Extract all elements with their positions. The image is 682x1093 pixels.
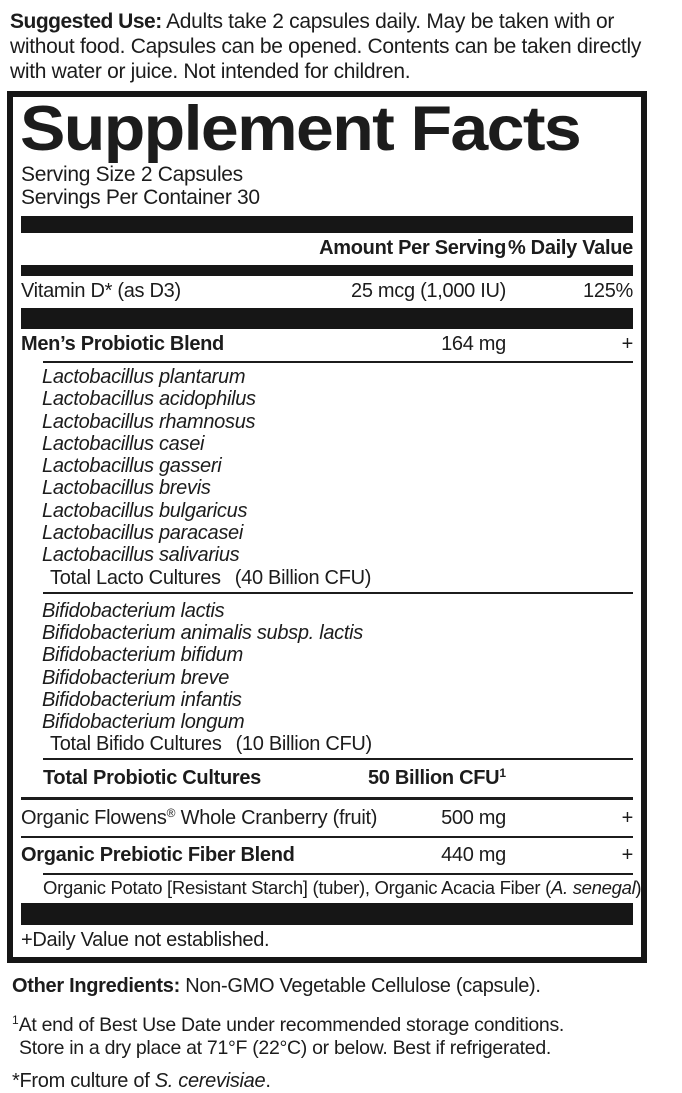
supplement-facts-panel	[7, 91, 647, 963]
mens-blend-amount: 164 mg	[441, 333, 506, 355]
lacto-species-item: Lactobacillus acidophilus	[42, 388, 256, 411]
bifido-species-item: Bifidobacterium breve	[42, 666, 230, 689]
other-ingredients-label: Other Ingredients:	[12, 975, 180, 998]
culture-footnote	[12, 1070, 642, 1093]
storage-line-1	[12, 1009, 642, 1037]
storage-line-1-text: At end of Best Use Date under recommended storage conditions.	[18, 1014, 565, 1037]
other-ingredients-line	[12, 974, 642, 998]
vitamin-d-amount: 25 mcg (1,000 IU)	[351, 280, 506, 302]
header-daily-value: % Daily Value	[507, 237, 633, 259]
servings-per-container: Servings Per Container 30	[21, 186, 260, 209]
bifido-species-item: Bifidobacterium infantis	[42, 688, 242, 711]
header-amount-per-serving: Amount Per Serving	[319, 237, 506, 259]
cranberry-amount: 500 mg	[441, 807, 506, 830]
lacto-species-item: Lactobacillus salivarius	[42, 544, 240, 567]
bifido-species-item: Bifidobacterium lactis	[42, 599, 225, 622]
lacto-total-cfu: (40 Billion CFU)	[234, 566, 372, 589]
bifido-species-item: Bifidobacterium animalis subsp. lactis	[42, 621, 363, 644]
lacto-total-line	[50, 567, 633, 592]
divider-bar-thick-top	[21, 216, 633, 233]
culture-species: S. cerevisiae	[154, 1070, 266, 1093]
fiber-blend-amount: 440 mg	[441, 844, 506, 867]
bifido-species-list	[42, 600, 633, 734]
serving-size: Serving Size 2 Capsules	[21, 163, 243, 186]
cranberry-name-pre: Organic Flowens	[21, 807, 167, 830]
total-probiotic-amount-text: 50 Billion CFU	[367, 767, 500, 790]
total-probiotic-name: Total Probiotic Cultures	[43, 767, 261, 790]
mens-blend-dv: +	[621, 333, 633, 355]
row-prebiotic-fiber-blend	[21, 838, 633, 873]
lacto-species-item: Lactobacillus brevis	[42, 477, 211, 500]
suggested-use-paragraph	[0, 0, 654, 91]
vitamin-d-dv: 125%	[583, 280, 633, 302]
bifido-total-line	[50, 733, 633, 758]
fiber-sources-pre: Organic Potato [Resistant Starch] (tuber), Organic Acacia Fiber (	[43, 877, 551, 899]
cranberry-name-post: Whole Cranberry (fruit)	[175, 807, 378, 830]
lacto-species-item: Lactobacillus casei	[42, 432, 205, 455]
row-vitamin-d	[21, 276, 633, 308]
below-panel-footnotes	[0, 963, 654, 1093]
row-mens-probiotic-blend	[21, 329, 633, 361]
separator-under-mens-blend	[43, 361, 633, 363]
lacto-species-item: Lactobacillus bulgaricus	[42, 499, 248, 522]
suggested-use-text: Adults take 2 capsules daily. May be taken with or without food. Capsules can be opened. Contents can be taken directly with water or juice. Not intended for children.	[10, 10, 642, 83]
fiber-sources-species: A. senegal	[550, 877, 636, 899]
bifido-species-item: Bifidobacterium longum	[42, 711, 245, 734]
lacto-total-label: Total Lacto Cultures	[50, 566, 221, 589]
divider-bar-thick-mid	[21, 308, 633, 329]
lacto-species-item: Lactobacillus rhamnosus	[42, 410, 256, 433]
lacto-species-list	[42, 366, 633, 567]
vitamin-d-name: Vitamin D* (as D3)	[21, 280, 181, 302]
lacto-species-item: Lactobacillus paracasei	[42, 522, 244, 545]
cranberry-name	[21, 806, 377, 830]
total-probiotic-footnote-sup: 1	[499, 766, 506, 781]
panel-title: Supplement Facts	[20, 94, 581, 164]
registered-trademark-symbol: ®	[166, 806, 176, 821]
bifido-species-item: Bifidobacterium bifidum	[42, 644, 243, 667]
fiber-blend-name: Organic Prebiotic Fiber Blend	[21, 844, 295, 867]
fiber-blend-dv: +	[621, 844, 633, 867]
storage-line-2: Store in a dry place at 71°F (22°C) or below. Best if refrigerated.	[19, 1037, 552, 1060]
lacto-species-item: Lactobacillus gasseri	[42, 455, 222, 478]
fiber-sources-line	[43, 875, 642, 903]
separator-under-lacto	[43, 592, 633, 594]
mens-blend-name: Men’s Probiotic Blend	[21, 333, 224, 355]
other-ingredients-text: Non-GMO Vegetable Cellulose (capsule).	[179, 975, 541, 998]
row-cranberry	[21, 800, 633, 836]
storage-footnote-sup: 1	[12, 1013, 19, 1028]
lacto-species-item: Lactobacillus plantarum	[42, 366, 246, 388]
row-total-probiotic-cultures	[21, 760, 633, 797]
suggested-use-label: Suggested Use:	[10, 10, 162, 33]
storage-footnote	[12, 1009, 642, 1060]
daily-value-footnote: +Daily Value not established.	[21, 929, 270, 952]
cranberry-dv: +	[621, 807, 633, 830]
fiber-sources-post: )	[635, 877, 642, 899]
divider-bar-thick-bottom	[21, 903, 633, 925]
bifido-total-cfu: (10 Billion CFU)	[235, 733, 372, 756]
divider-bar-under-header	[21, 265, 633, 276]
bifido-total-label: Total Bifido Cultures	[50, 733, 222, 756]
total-probiotic-amount	[261, 766, 506, 790]
culture-text-post: .	[265, 1070, 271, 1093]
culture-text-pre: *From culture of	[12, 1070, 155, 1093]
column-header-row	[21, 233, 633, 265]
